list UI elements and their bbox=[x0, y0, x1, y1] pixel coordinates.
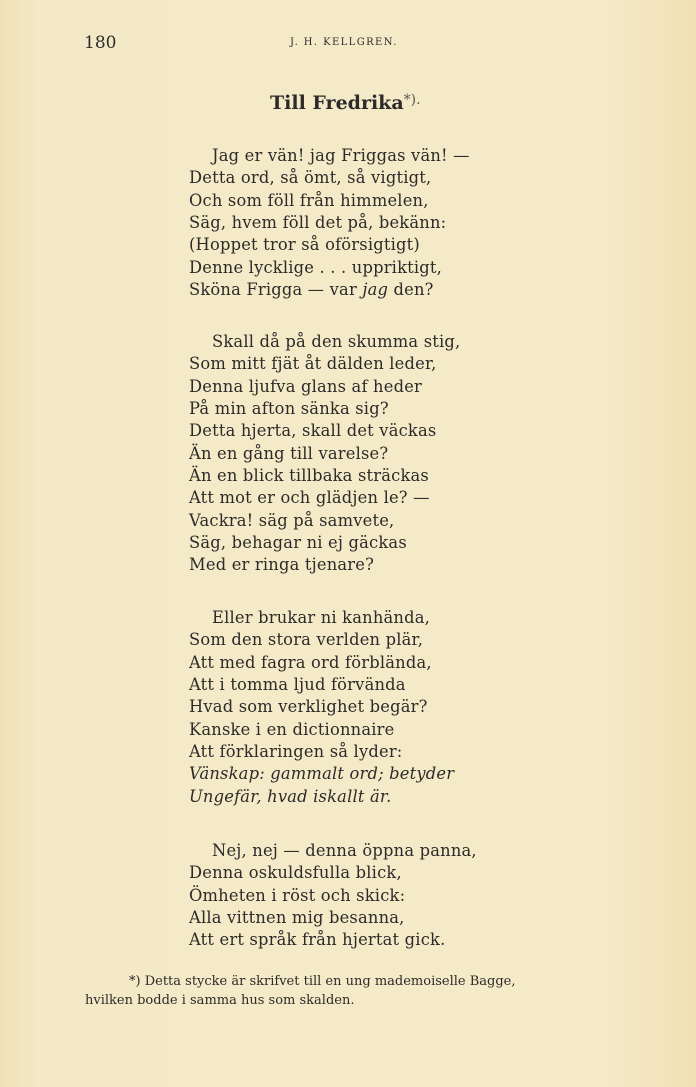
verse-line: Denna ljufva glans af heder bbox=[189, 376, 423, 396]
verse-line: Detta ord, så ömt, så vigtigt, bbox=[189, 168, 432, 188]
verse-line-italic: Ungefär, hvad iskallt är. bbox=[189, 786, 392, 806]
page-number: 180 bbox=[84, 33, 117, 53]
verse-line: Nej, nej — denna öppna panna, bbox=[212, 841, 477, 860]
verse-line: Och som föll från himmelen, bbox=[189, 190, 429, 210]
verse-line: Som mitt fjät åt dälden leder, bbox=[189, 354, 437, 374]
stanza bbox=[189, 840, 477, 952]
stanza bbox=[189, 331, 460, 577]
poem-title bbox=[270, 92, 421, 114]
verse-line: (Hoppet tror så oförsigtigt) bbox=[189, 235, 420, 255]
footnote bbox=[85, 973, 516, 1010]
verse-line: Detta hjerta, skall det väckas bbox=[189, 421, 437, 441]
verse-line: Att ert språk från hjertat gick. bbox=[189, 930, 446, 950]
verse-line-end: den? bbox=[393, 280, 434, 300]
poem-title-text: Till Fredrika bbox=[270, 92, 404, 114]
verse-line: Att i tomma ljud förvända bbox=[189, 675, 406, 695]
verse-line: Att med fagra ord förblända, bbox=[189, 652, 432, 672]
verse-line: Kanske i en dictionnaire bbox=[189, 719, 395, 739]
page-header bbox=[0, 33, 696, 55]
stanza bbox=[189, 607, 454, 808]
verse-line-italic: Vänskap: gammalt ord; betyder bbox=[189, 764, 455, 784]
verse-line: Denne lycklige . . . uppriktigt, bbox=[189, 257, 443, 277]
verse-line: Än en gång till varelse? bbox=[189, 443, 389, 463]
verse-line: Än en blick tillbaka sträckas bbox=[189, 466, 429, 486]
footnote-line: hvilken bodde i samma hus som skalden. bbox=[85, 992, 355, 1008]
verse-line: Hvad som verklighet begär? bbox=[189, 697, 428, 717]
verse-line: Jag er vän! jag Friggas vän! — bbox=[212, 146, 470, 165]
emphasized-word: jag bbox=[362, 280, 389, 300]
running-head: J. H. KELLGREN. bbox=[290, 37, 398, 48]
stanza bbox=[189, 145, 470, 301]
verse-line: Alla vittnen mig besanna, bbox=[189, 908, 405, 928]
verse-line: Att mot er och glädjen le? — bbox=[189, 488, 430, 508]
verse-line: Säg, hvem föll det på, bekänn: bbox=[189, 213, 447, 233]
verse-line: Med er ringa tjenare? bbox=[189, 555, 375, 575]
verse-line: Att förklaringen så lyder: bbox=[189, 742, 403, 762]
verse-line: Eller brukar ni kanhända, bbox=[212, 608, 431, 627]
verse-line-start: Sköna Frigga — var bbox=[189, 280, 357, 300]
footnote-line: *) Detta stycke är skrifvet till en ung mademoiselle Bagge, bbox=[129, 974, 516, 989]
verse-line: Vackra! säg på samvete, bbox=[189, 510, 395, 530]
verse-line: Ömheten i röst och skick: bbox=[189, 885, 406, 905]
verse-line: Säg, behagar ni ej gäckas bbox=[189, 533, 407, 553]
verse-line: Denna oskuldsfulla blick, bbox=[189, 863, 402, 883]
verse-line: På min afton sänka sig? bbox=[189, 399, 389, 419]
verse-line: Som den stora verlden plär, bbox=[189, 630, 424, 650]
verse-line bbox=[189, 279, 470, 301]
verse-line: Skall då på den skumma stig, bbox=[212, 332, 461, 351]
footnote-marker: *). bbox=[403, 92, 421, 108]
